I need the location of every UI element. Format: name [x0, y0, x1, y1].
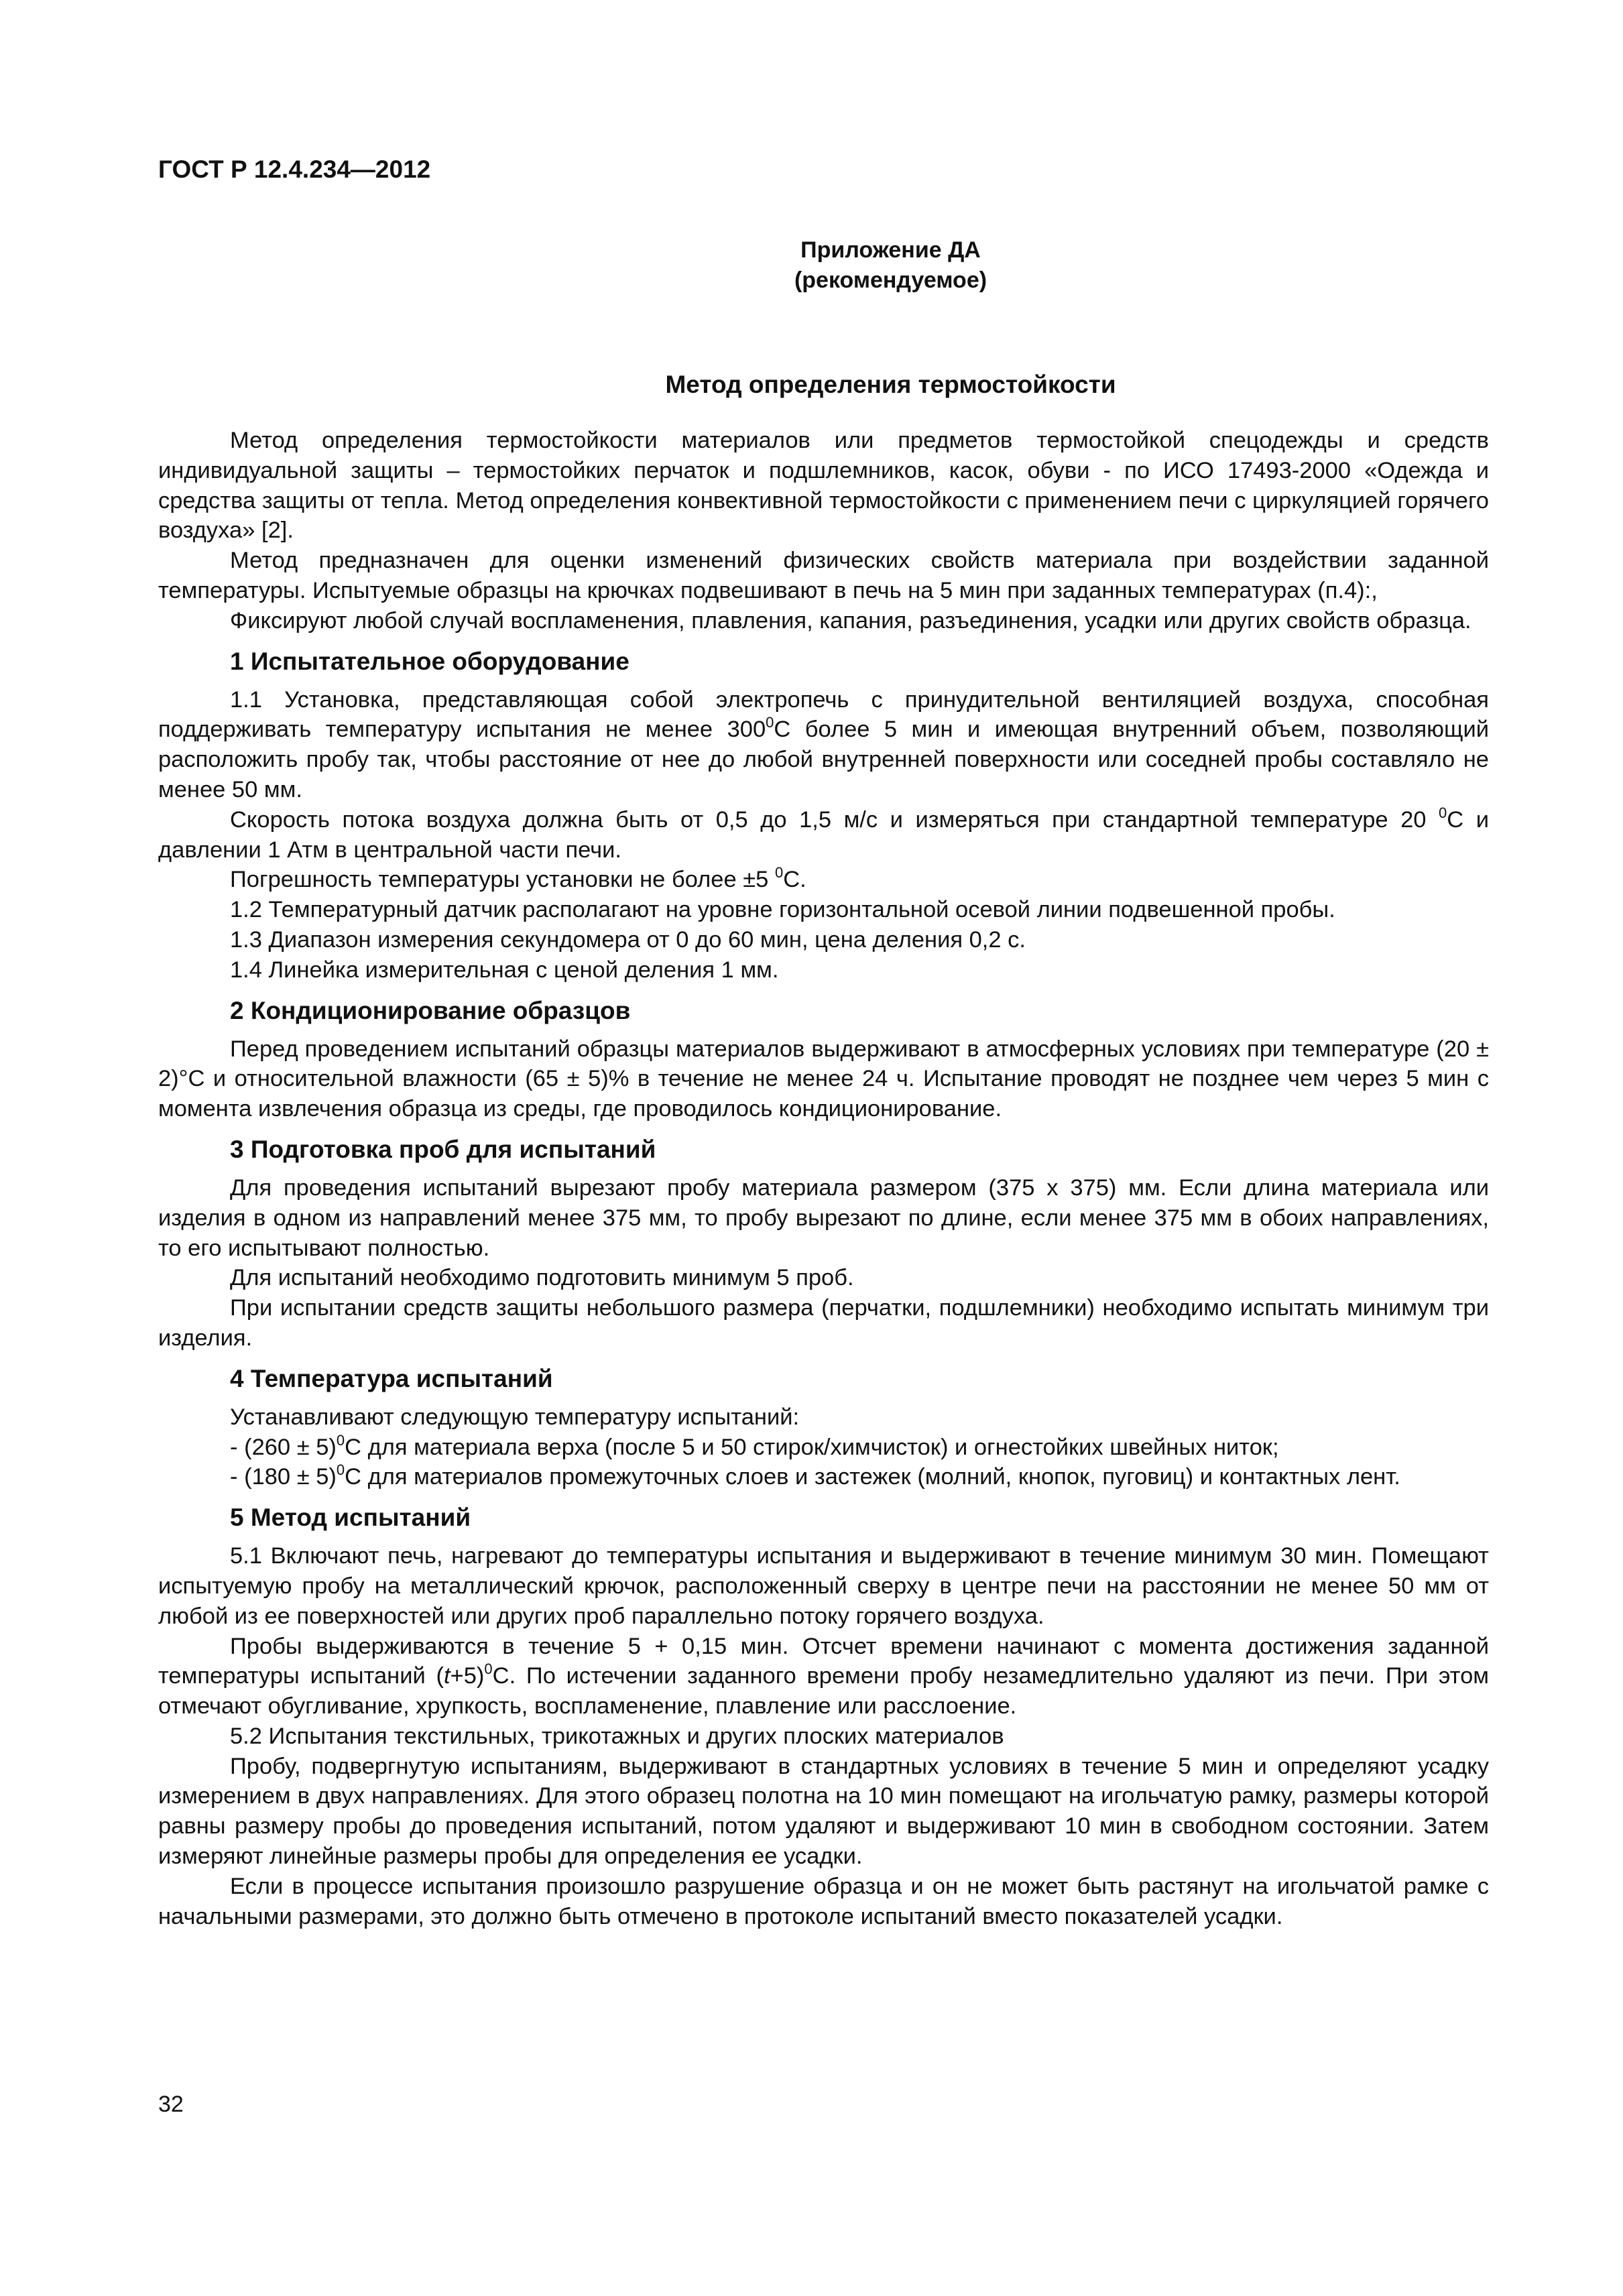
section-paragraph: Погрешность температуры установки не более ±5 $^0$С.: [230, 864, 806, 893]
section-heading: 1 Испытательное оборудование: [230, 647, 629, 675]
list-item: - $(260 \pm 5)^0С$ для материала верха (после 5 и 50 стирок/химчисток) и огнестойких швейных ниток;: [230, 1431, 1279, 1460]
appendix-label: Приложение ДА: [800, 237, 981, 263]
intro-paragraph: Фиксируют любой случай воспламенения, плавления, капания, разъединения, усадки или других свойств образца.: [230, 607, 1471, 633]
section-paragraph: 5.2 Испытания текстильных, трикотажных и других плоских материалов: [230, 1723, 1004, 1749]
degree-superscript: 0: [774, 864, 784, 882]
page-number: 32: [158, 2092, 184, 2117]
section-paragraph: Устанавливают следующую температуру испытаний:: [230, 1404, 800, 1430]
section-paragraph: 1.1 Установка, представляющая собой электропечь с принудительной вентиляцией воздуха, способная поддерживать температуру испытания не менее $300^0С$ более 5 мин и имеющая внутренний объем, позволяющий расположить пробу так, чтобы расстояние от нее до любой внутренней поверхности или соседней пробы составляло не менее 50 мм.: [158, 686, 1489, 802]
degree-superscript: 0: [336, 1461, 345, 1479]
appendix-status: (рекомендуемое): [794, 267, 987, 293]
section-heading: 2 Кондиционирование образцов: [230, 996, 631, 1024]
section-paragraph: Пробу, подвергнутую испытаниям, выдерживают в стандартных условиях в течение 5 мин и определяют усадку измерением в двух направлениях. Для этого образец полотна на 10 мин помещают на игольчатую рамку, размеры которой равны размеру пробы до проведения испытаний, потом удаляют и выдерживают 10 мин в свободном состоянии. Затем измеряют линейные размеры пробы для определения ее усадки.: [158, 1753, 1489, 1870]
section-heading: 4 Температура испытаний: [230, 1364, 553, 1392]
section-paragraph: Перед проведением испытаний образцы материалов выдерживают в атмосферных условиях при температуре (20 ± 2)°С и относительной влажности (65 ± 5)% в течение не менее 24 ч. Испытание проводят не позднее чем через 5 мин с момента извлечения образца из среды, где проводилось кондиционирование.: [158, 1036, 1489, 1122]
section-paragraph: Если в процессе испытания произошло разрушение образца и он не может быть растянут на игольчатой рамке с начальными размерами, это должно быть отмечено в протоколе испытаний вместо показателей усадки.: [158, 1873, 1489, 1929]
section-paragraph: Скорость потока воздуха должна быть от 0,5 до 1,5 м/с и измеряться при стандартной температуре 20 $^0$С и давлении 1 Атм в центральной части печи.: [158, 804, 1490, 863]
section-paragraph: 1.4 Линейка измерительная с ценой деления 1 мм.: [230, 957, 779, 983]
section-heading: 5 Метод испытаний: [230, 1504, 471, 1532]
section-paragraph: Пробы выдерживаются в течение 5 + 0,15 мин. Отсчет времени начинают с момента достижения заданной температуры испытаний $(t+5)^0С$. По истечении заданного времени пробу незамедлительно удаляют из печи. При этом отмечают обугливание, хрупкость, воспламенение, плавление или расслоение.: [158, 1633, 1489, 1719]
section-paragraph: При испытании средств защиты небольшого размера (перчатки, подшлемники) необходимо испытать минимум три изделия.: [158, 1295, 1489, 1351]
appendix-header: [158, 235, 1489, 296]
method-title: Метод определения термостойкости: [665, 371, 1116, 398]
standard-code: ГОСТ Р 12.4.234—2012: [158, 156, 431, 183]
section-heading: 3 Подготовка проб для испытаний: [230, 1135, 656, 1163]
degree-superscript: 0: [336, 1431, 345, 1449]
section-paragraph: 1.3 Диапазон измерения секундомера от 0 до 60 мин, цена деления 0,2 с.: [230, 926, 1026, 953]
intro-paragraph: Метод определения термостойкости материалов или предметов термостойкой спецодежды и средств индивидуальной защиты – термостойких перчаток и подшлемников, касок, обуви - по ИСО 17493-2000 «Одежда и средства защиты от тепла. Метод определения конвективной термостойкости с применением печи с циркуляцией горячего воздуха» [2].: [158, 428, 1489, 544]
section-paragraph: Для проведения испытаний вырезают пробу материала размером (375 х 375) мм. Если длина материала или изделия в одном из направлений менее 375 мм, то пробу вырезают по длине, если менее 375 мм в обоих направлениях, то его испытывают полностью.: [158, 1174, 1489, 1261]
degree-superscript: 0: [766, 714, 774, 731]
list-item: - $(180 \pm 5)^0С$ для материалов промежуточных слоев и застежек (молний, кнопок, пуговиц) и контактных лент.: [230, 1461, 1400, 1490]
intro-paragraph: Метод предназначен для оценки изменений физических свойств материала при воздействии заданной температуры. Испытуемые образцы на крючках подвешивают в печь на 5 мин при заданных температурах (п.4):,: [158, 548, 1489, 603]
section-paragraph: 1.2 Температурный датчик располагают на уровне горизонтальной осевой линии подвешенной пробы.: [230, 897, 1335, 923]
section-paragraph: 5.1 Включают печь, нагревают до температуры испытания и выдерживают в течение минимум 30 мин. Помещают испытуемую пробу на металлический крючок, расположенный сверху в центре печи на расстоянии не менее 50 мм от любой из ее поверхностей или других проб параллельно потоку горячего воздуха.: [158, 1543, 1489, 1629]
degree-superscript: 0: [1439, 804, 1447, 821]
section-paragraph: Для испытаний необходимо подготовить минимум 5 проб.: [230, 1265, 854, 1291]
degree-superscript: 0: [484, 1660, 493, 1678]
